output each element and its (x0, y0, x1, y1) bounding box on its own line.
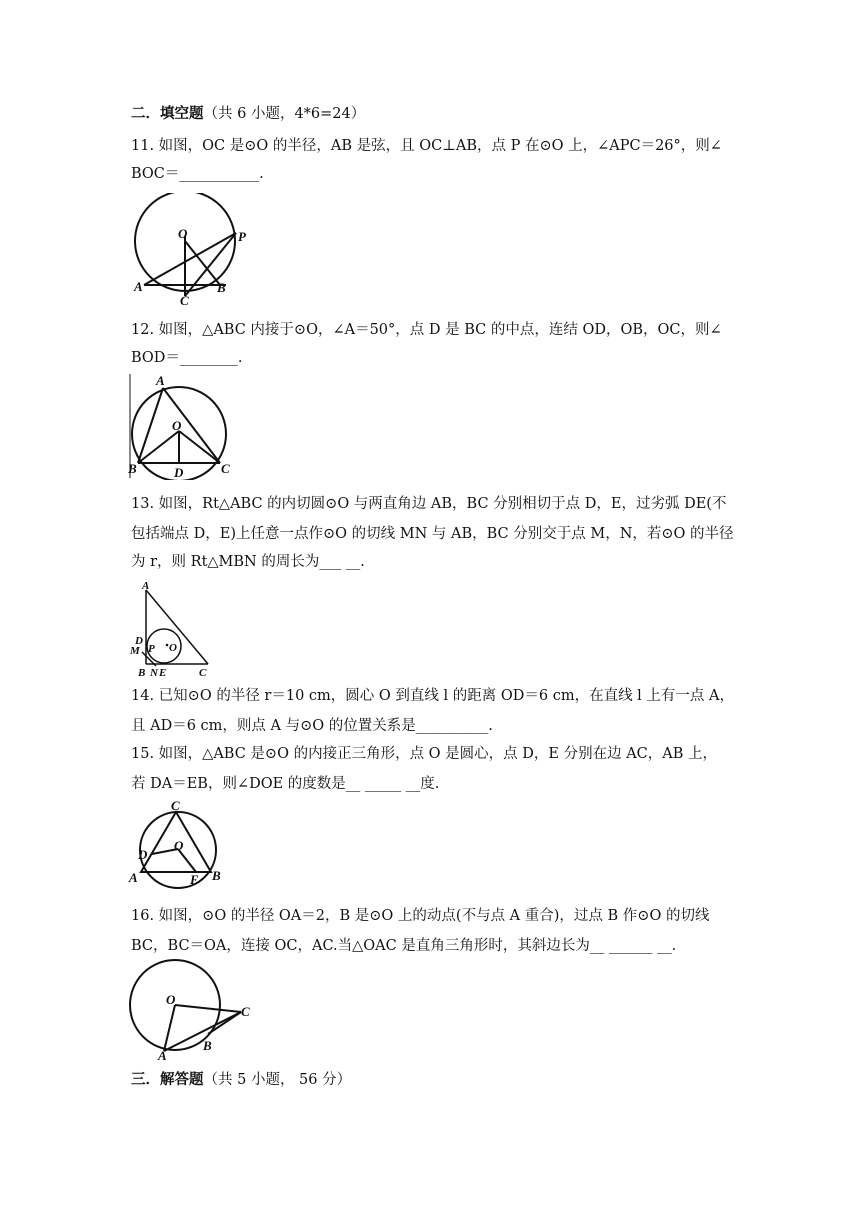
q15-label-a: A (129, 870, 138, 885)
q13-label-b: B (138, 667, 146, 678)
section-heading (131, 104, 365, 124)
q11-text-line1: 11. 如图，OC 是⊙O 的半径，AB 是弦，且 OC⊥AB，点 P 在⊙O 上，∠APC＝26°，则∠ (131, 138, 722, 154)
q15-label-o: O (174, 838, 184, 853)
q11-figure (128, 193, 258, 305)
q15-label-c: C (171, 800, 180, 813)
q13-label-o: O (169, 642, 177, 654)
q13-label-n: N (150, 667, 158, 678)
section-heading-3 (131, 1070, 351, 1090)
q15-figure (128, 800, 226, 890)
q11-label-p: P (238, 229, 246, 244)
q13-label-d: D (135, 635, 143, 647)
q16-label-a: A (158, 1048, 167, 1062)
q11-label-a: A (134, 279, 143, 294)
q12-label-d: D (174, 465, 184, 480)
q11-label-o: O (178, 226, 188, 241)
q12-text-line2: BOD＝________. (131, 350, 243, 366)
q15-label-e: E (190, 872, 199, 887)
section-title: 二．填空题 (131, 105, 204, 122)
q13-label-p: P (148, 643, 155, 655)
q12-label-a: A (156, 374, 165, 388)
q12-text-line1: 12. 如图，△ABC 内接于⊙O，∠A＝50°，点 D 是 BC 的中点，连结 OD，OB，OC，则∠ (131, 322, 722, 338)
q14-text-line2: 且 AD＝6 cm，则点 A 与⊙O 的位置关系是__________. (131, 718, 493, 734)
q15-text-line1: 15. 如图，△ABC 是⊙O 的内接正三角形，点 O 是圆心，点 D，E 分别在边 AC，AB 上， (131, 746, 718, 762)
q11-label-b: B (217, 280, 226, 295)
q13-label-m: M (130, 645, 140, 657)
q16-label-o: O (166, 992, 176, 1007)
q16-figure (128, 958, 258, 1062)
q16-text-line1: 16. 如图，⊙O 的半径 OA＝2，B 是⊙O 上的动点(不与点 A 重合)，过点 B 作⊙O 的切线 (131, 908, 710, 924)
q13-label-a: A (142, 580, 150, 592)
q13-label-c: C (199, 667, 207, 678)
q13-text-line2: 包括端点 D，E)上任意一点作⊙O 的切线 MN 与 AB，BC 分别交于点 M，N，若⊙O 的半径 (131, 526, 734, 542)
q15-label-b: B (212, 868, 221, 883)
q11-text-line2: BOC＝___________. (131, 166, 264, 182)
q13-label-e: E (159, 667, 167, 678)
q15-label-d: D (138, 847, 148, 862)
q16-label-c: C (241, 1004, 250, 1019)
q12-label-b: B (128, 461, 137, 476)
q12-label-o: O (172, 418, 182, 433)
q13-text-line3: 为 r，则 Rt△MBN 的周长为___ __. (131, 554, 365, 570)
q12-figure (128, 374, 238, 480)
q16-text-line2: BC，BC＝OA，连接 OC，AC.当△OAC 是直角三角形时，其斜边长为__ ______ __. (131, 938, 677, 954)
q13-figure (128, 580, 214, 678)
q12-label-c: C (221, 461, 230, 476)
q11-label-c: C (180, 293, 189, 305)
q16-label-b: B (203, 1038, 212, 1053)
q13-text-line1: 13. 如图，Rt△ABC 的内切圆⊙O 与两直角边 AB，BC 分别相切于点 D，E，过劣弧 DE(不 (131, 496, 727, 512)
q15-text-line2: 若 DA＝EB，则∠DOE 的度数是__ _____ __度. (131, 776, 440, 792)
section-title-3: 三．解答题 (131, 1071, 204, 1088)
section-note: （共 6 小题，4*6=24） (203, 106, 366, 122)
section-note-3: （共 5 小题， 56 分） (203, 1072, 352, 1088)
q14-text-line1: 14. 已知⊙O 的半径 r＝10 cm，圆心 O 到直线 l 的距离 OD＝6 cm，在直线 l 上有一点 A， (131, 688, 735, 704)
